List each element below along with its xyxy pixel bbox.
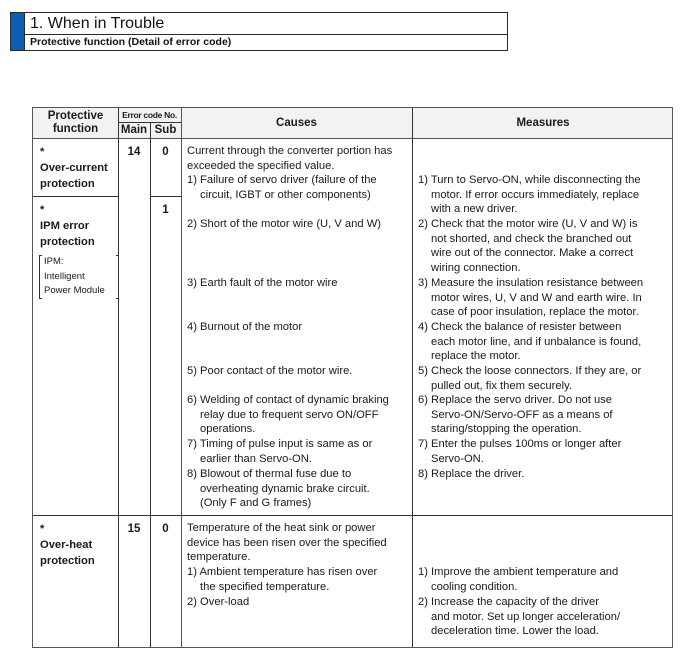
cause-text: exceeded the specified value.	[187, 159, 335, 172]
section-title: 1. When in Trouble	[25, 13, 507, 35]
cause-intro-14	[187, 144, 392, 173]
cause-14-4	[187, 320, 302, 335]
cause-text: 3) Earth fault of the motor wire	[187, 277, 338, 289]
cause-text: (Only F and G frames)	[200, 497, 312, 510]
measure-14-4	[418, 320, 641, 364]
measure-text: 5) Check the loose connectors. If they are, or	[418, 365, 642, 377]
measure-text: Servo-ON/Servo-OFF as a means of	[431, 408, 613, 421]
measure-14-7	[418, 437, 621, 466]
measure-15-1	[418, 565, 618, 594]
main-code-14: 14	[127, 146, 141, 158]
cause-text: temperature.	[187, 551, 251, 564]
measure-14-8	[418, 467, 524, 482]
cause-text: Temperature of the heat sink or power	[187, 522, 376, 534]
function-label: Over-current	[40, 162, 108, 174]
cause-14-5	[187, 364, 352, 379]
row-divider	[33, 196, 118, 197]
row-divider	[33, 515, 672, 516]
asterisk-marker: *	[40, 146, 45, 158]
section-header	[10, 12, 508, 51]
cause-14-6	[187, 393, 389, 437]
function-label: protection	[40, 236, 95, 248]
cause-text: 8) Blowout of thermal fuse due to	[187, 468, 352, 480]
section-subtitle: Protective function (Detail of error code)	[30, 36, 232, 48]
header-main: Main	[120, 124, 148, 136]
section-accent-bar	[11, 13, 25, 50]
measure-text: and motor. Set up longer acceleration/	[431, 610, 621, 623]
cause-text: 4) Burnout of the motor	[187, 321, 303, 333]
note-text: IPM:	[44, 256, 64, 267]
cause-text: overheating dynamic brake circuit.	[200, 482, 370, 495]
cause-14-1	[187, 173, 377, 202]
asterisk-marker: *	[40, 204, 45, 216]
function-label: Over-heat	[40, 539, 93, 551]
cause-text: the specified temperature.	[200, 580, 330, 593]
function-over-heat	[40, 521, 95, 569]
measure-14-3	[418, 276, 643, 320]
note-text: Power Module	[44, 285, 105, 296]
row-divider	[118, 122, 181, 123]
function-label: protection	[40, 178, 95, 190]
measure-14-1	[418, 173, 641, 217]
header-causes: Causes	[276, 117, 317, 129]
col-divider	[118, 108, 119, 647]
error-code-table	[32, 107, 673, 648]
measure-text: pulled out, fix them securely.	[431, 379, 572, 392]
cause-14-8	[187, 467, 370, 511]
sub-code-0: 0	[162, 523, 169, 535]
col-divider	[412, 108, 413, 647]
cause-15-1	[187, 565, 377, 594]
cause-text: earlier than Servo-ON.	[200, 452, 312, 465]
measure-text: 4) Check the balance of resister between	[418, 321, 622, 333]
measure-text: 8) Replace the driver.	[418, 468, 525, 480]
measure-text: each motor line, and if unbalance is found,	[431, 335, 642, 348]
cause-text: relay due to frequent servo ON/OFF	[200, 408, 379, 421]
header-label: Protective	[47, 110, 104, 122]
measure-text: motor wires, U, V and W and earth wire. In	[431, 291, 642, 304]
function-label: IPM error	[40, 220, 90, 232]
sub-code-0: 0	[162, 146, 169, 158]
cause-text: 6) Welding of contact of dynamic braking	[187, 394, 389, 406]
header-sub: Sub	[154, 124, 177, 136]
measure-text: 1) Improve the ambient temperature and	[418, 566, 619, 578]
function-over-current	[40, 144, 108, 192]
header-protective-function	[33, 110, 118, 136]
cause-intro-15	[187, 521, 387, 565]
cause-text: 2) Short of the motor wire (U, V and W)	[187, 218, 381, 230]
cause-14-7	[187, 437, 372, 466]
sub-code-1: 1	[162, 204, 169, 216]
measure-text: with a new driver.	[431, 203, 518, 216]
function-label: protection	[40, 555, 95, 567]
measure-text: 2) Increase the capacity of the driver	[418, 596, 599, 608]
cause-text: 7) Timing of pulse input is same as or	[187, 438, 373, 450]
cause-14-2	[187, 217, 381, 232]
cause-text: 5) Poor contact of the motor wire.	[187, 365, 353, 377]
measure-text: 6) Replace the servo driver. Do not use	[418, 394, 613, 406]
measure-text: 2) Check that the motor wire (U, V and W) is	[418, 218, 638, 230]
cause-14-3	[187, 276, 337, 291]
measure-text: cooling condition.	[431, 580, 518, 593]
col-divider	[150, 123, 151, 647]
function-ipm-error	[40, 202, 95, 250]
measure-text: case of poor insulation, replace the motor.	[431, 306, 639, 319]
header-label: function	[52, 123, 99, 135]
measure-text: Servo-ON.	[431, 452, 484, 465]
ipm-note	[39, 255, 119, 299]
measure-text: 3) Measure the insulation resistance between	[418, 277, 644, 289]
measure-text: wire out of the connector. Make a correct	[431, 247, 634, 260]
measure-text: deceleration time. Lower the load.	[431, 625, 599, 638]
bracket-left-icon	[39, 255, 42, 299]
measure-text: 7) Enter the pulses 100ms or longer after	[418, 438, 622, 450]
header-error-code: Error code No.	[122, 110, 177, 120]
measure-text: staring/stopping the operation.	[431, 423, 582, 436]
asterisk-marker: *	[40, 523, 45, 535]
measure-14-6	[418, 393, 613, 437]
col-divider	[181, 108, 182, 647]
measure-text: wiring connection.	[431, 261, 521, 274]
measure-text: motor. If error occurs immediately, replace	[431, 188, 640, 201]
note-text: Intelligent	[44, 270, 85, 282]
cause-text: 1) Failure of servo driver (failure of the	[187, 174, 377, 186]
header-divider	[33, 138, 672, 139]
measure-14-2	[418, 217, 637, 275]
cause-text: device has been risen over the specified	[187, 536, 387, 549]
main-code-15: 15	[127, 523, 141, 535]
measure-text: replace the motor.	[431, 350, 521, 363]
measure-15-2	[418, 595, 620, 639]
cause-text: 2) Over-load	[187, 596, 250, 608]
cause-text: operations.	[200, 423, 256, 436]
cause-15-2	[187, 595, 249, 610]
bracket-right-icon	[116, 255, 119, 299]
measure-14-5	[418, 364, 641, 393]
cause-text: Current through the converter portion has	[187, 145, 393, 157]
measure-text: 1) Turn to Servo-ON, while disconnecting the	[418, 174, 641, 186]
cause-text: circuit, IGBT or other components)	[200, 188, 371, 201]
header-measures: Measures	[516, 117, 570, 129]
cause-text: 1) Ambient temperature has risen over	[187, 566, 378, 578]
measure-text: not shorted, and check the branched out	[431, 232, 632, 245]
row-divider	[150, 196, 181, 197]
